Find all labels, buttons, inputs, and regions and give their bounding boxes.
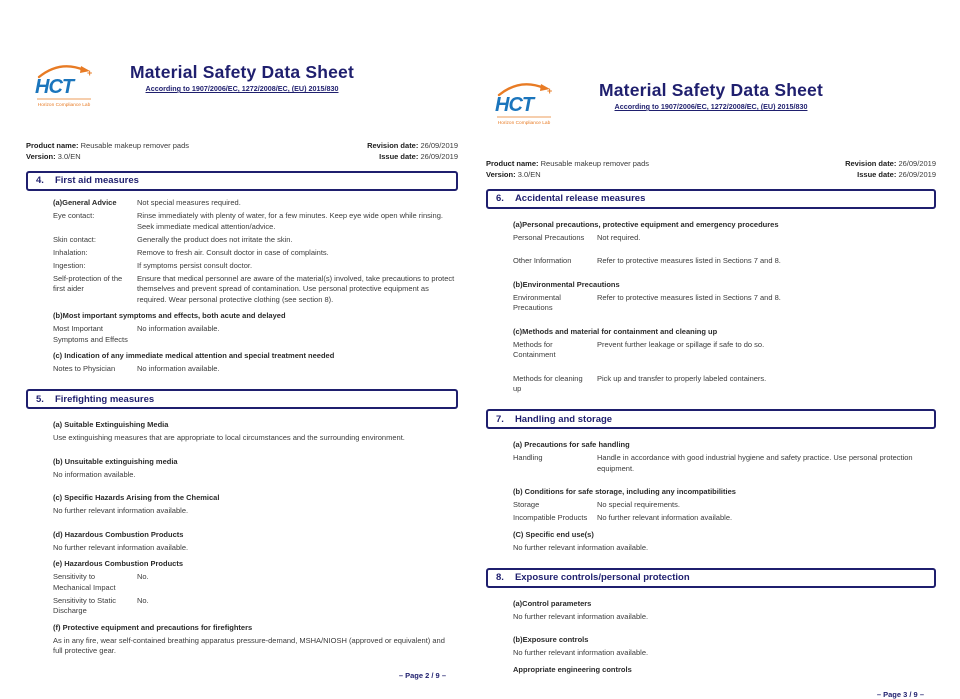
field-row [513,374,934,395]
paragraph: No further relevant information available. [53,506,189,516]
section-title: Handling and storage [514,413,613,425]
field-value: Not special measures required. [137,198,241,208]
field-value: If symptoms persist consult doctor. [137,260,253,270]
field-label: Sensitivity to Mechanical Impact [53,572,116,592]
section-title: Firefighting measures [54,393,155,405]
revision-date-value: 26/09/2019 [898,159,936,168]
sub-heading: (b)Most important symptoms and effects, both acute and delayed [53,311,286,321]
product-info-left [486,159,649,181]
field-value: Remove to fresh air. Consult doctor in case of complaints. [137,247,329,257]
field-value: Prevent further leakage or spillage if safe to do so. [597,339,765,349]
version-value: 3.0/EN [57,151,81,161]
field-row [53,364,456,375]
revision-date-value: 26/09/2019 [420,141,458,150]
document-subtitle: According to 1907/2006/EC, 1272/2008/EC, (EU) 2015/830 [614,102,808,111]
section-number: 6. [496,193,504,205]
field-value: Not required. [597,232,641,242]
section-title-bar [486,568,936,588]
section-body [486,429,936,557]
paragraph: As in any fire, wear self-contained breathing apparatus pressure-demand, MSHA/NIOSH (approved or equivalent) and full protective gear. [53,635,445,656]
field-label: Sensitivity to Static Discharge [53,595,116,616]
field-row [53,274,456,306]
revision-date-label: Revision date: [845,159,897,168]
product-name-line [486,159,649,170]
sub-heading: (c) Specific Hazards Arising from the Chemical [53,493,220,503]
section [486,568,936,679]
field-label: Self-protection of the first aider [53,273,123,294]
product-info-row [26,141,458,163]
sub-heading: (c)Methods and material for containment and cleaning up [513,326,718,336]
field-label: Storage [513,500,540,510]
page-footer: – Page 3 / 9 – [876,689,924,699]
field-label: Other Information [513,256,572,266]
field-row [513,340,934,361]
field-label: (a)General Advice [53,198,117,208]
sections [26,171,458,661]
sub-heading: (C) Specific end use(s) [513,529,594,539]
field-row [53,261,456,272]
field-row [53,324,456,345]
logo-plus-icon: + [547,86,553,96]
field-row [53,596,456,617]
version-value: 3.0/EN [517,169,541,179]
section-body [26,409,458,660]
section-title: First aid measures [54,175,139,187]
field-value: Refer to protective measures listed in Sections 7 and 8. [597,256,781,266]
page-header [486,80,936,150]
version-label: Version: [486,169,516,179]
sub-heading: (a)Control parameters [513,598,592,608]
sections [486,189,936,679]
field-label: Incompatible Products [513,513,588,523]
logo-subtitle: Horizon Compliance Lab [37,103,91,108]
section-body [486,209,936,399]
field-row [53,248,456,259]
sub-heading: (f) Protective equipment and precautions for firefighters [53,622,253,632]
section [26,389,458,660]
field-value: Rinse immediately with plenty of water, for a few minutes. Keep eye wide open while rinsing. Seek immediate medical attention/advice. [137,211,443,231]
logo-subtitle: Horizon Compliance Lab [497,121,551,126]
issue-date-value: 26/09/2019 [420,151,458,161]
sub-heading: (b)Environmental Precautions [513,279,620,289]
page-header [26,62,458,132]
section-number: 7. [496,413,504,425]
section [486,409,936,557]
product-name-label: Product name: [486,159,539,168]
paragraph: Use extinguishing measures that are appropriate to local circumstances and the surrounding environment. [53,433,405,443]
field-row [513,453,934,474]
sub-heading: (a) Precautions for safe handling [513,440,630,450]
section-title-bar [26,389,458,409]
paragraph: No further relevant information available. [513,611,649,621]
paragraph: No further relevant information available. [53,542,189,552]
version-line [26,152,189,163]
product-name-value: Reusable makeup remover pads [540,159,650,168]
revision-date-line [367,141,458,152]
issue-date-label: Issue date: [379,151,419,161]
field-label: Methods for cleaning up [513,373,583,394]
sub-heading: (e) Hazardous Combustion Products [53,559,184,569]
logo-plus-icon: + [87,68,93,78]
issue-date-label: Issue date: [857,169,897,179]
field-row [53,211,456,232]
section [486,189,936,399]
sub-heading: (c) Indication of any immediate medical attention and special treatment needed [53,351,335,361]
field-value: No information available. [137,324,220,334]
field-value: No information available. [137,364,220,374]
product-info-right [845,159,936,181]
field-row [513,256,934,267]
field-row [513,513,934,524]
sub-heading: (b) Conditions for safe storage, including any incompatibilities [513,487,736,497]
field-row [513,233,934,244]
field-row [53,572,456,593]
section-title: Exposure controls/personal protection [514,572,690,584]
product-name-label: Product name: [26,141,79,150]
page-footer: – Page 2 / 9 – [398,671,446,681]
field-label: Handling [513,453,543,463]
document-title: Material Safety Data Sheet [598,80,824,100]
section-number: 5. [36,393,44,405]
sub-heading: (d) Hazardous Combustion Products [53,529,184,539]
paragraph: No further relevant information available. [513,648,649,658]
msds-page-2 [26,38,458,680]
sub-heading: (a) Suitable Extinguishing Media [53,420,169,430]
field-label: Inhalation: [53,247,88,257]
field-label: Eye contact: [53,211,95,221]
section-number: 8. [496,572,504,584]
sub-heading: (a)Personal precautions, protective equipment and emergency procedures [513,219,779,229]
field-label: Ingestion: [53,260,86,270]
document-title: Material Safety Data Sheet [129,62,355,82]
sub-heading: (b) Unsuitable extinguishing media [53,456,178,466]
field-label: Most Important Symptoms and Effects [53,324,128,344]
field-value: Refer to protective measures listed in Sections 7 and 8. [597,292,781,302]
sub-heading: Appropriate engineering controls [513,664,632,674]
field-label: Personal Precautions [513,232,585,242]
field-label: Skin contact: [53,234,96,244]
paragraph: No information available. [53,469,136,479]
field-row [513,500,934,511]
logo-acronym: HCT [35,76,74,98]
issue-date-line [367,152,458,163]
section-title-bar [26,171,458,191]
field-value: Pick up and transfer to properly labeled containers. [597,373,767,383]
revision-date-line [845,159,936,170]
product-info-left [26,141,189,163]
version-label: Version: [26,151,56,161]
product-name-line [26,141,189,152]
section-title: Accidental release measures [514,193,646,205]
msds-page-3 [486,56,936,699]
section-title-bar [486,189,936,209]
section-title-bar [486,409,936,429]
revision-date-label: Revision date: [367,141,419,150]
paragraph: No further relevant information available. [513,542,649,552]
field-label: Notes to Physician [53,364,116,374]
section-body [486,588,936,679]
product-name-value: Reusable makeup remover pads [80,141,190,150]
section-body [26,191,458,379]
field-value: Generally the product does not irritate the skin. [137,234,293,244]
section [26,171,458,379]
issue-date-line [845,170,936,181]
issue-date-value: 26/09/2019 [898,169,936,179]
field-value: No special requirements. [597,500,680,510]
field-label: Environmental Precautions [513,292,561,313]
section-number: 4. [36,175,44,187]
company-logo [32,62,96,110]
document-subtitle: According to 1907/2006/EC, 1272/2008/EC, (EU) 2015/830 [145,84,339,93]
field-label: Methods for Containment [513,339,556,360]
field-value: No. [137,595,149,605]
field-value: No. [137,572,149,582]
field-value: Ensure that medical personnel are aware of the material(s) involved, take precautions to protect themselves and prevent spread of contamination. Use personal protective equipment as required. Wear personal protective clothing (see section 8). [137,273,455,304]
sub-heading: (b)Exposure controls [513,635,589,645]
version-line [486,170,649,181]
company-logo [492,80,556,128]
field-value: No further relevant information available. [597,513,733,523]
field-row [53,198,456,209]
field-value: Handle in accordance with good industrial hygiene and safety practice. Use personal protection equipment. [597,453,913,473]
product-info-right [367,141,458,163]
product-info-row [486,159,936,181]
field-row [53,235,456,246]
field-row [513,293,934,314]
logo-acronym: HCT [495,94,534,116]
